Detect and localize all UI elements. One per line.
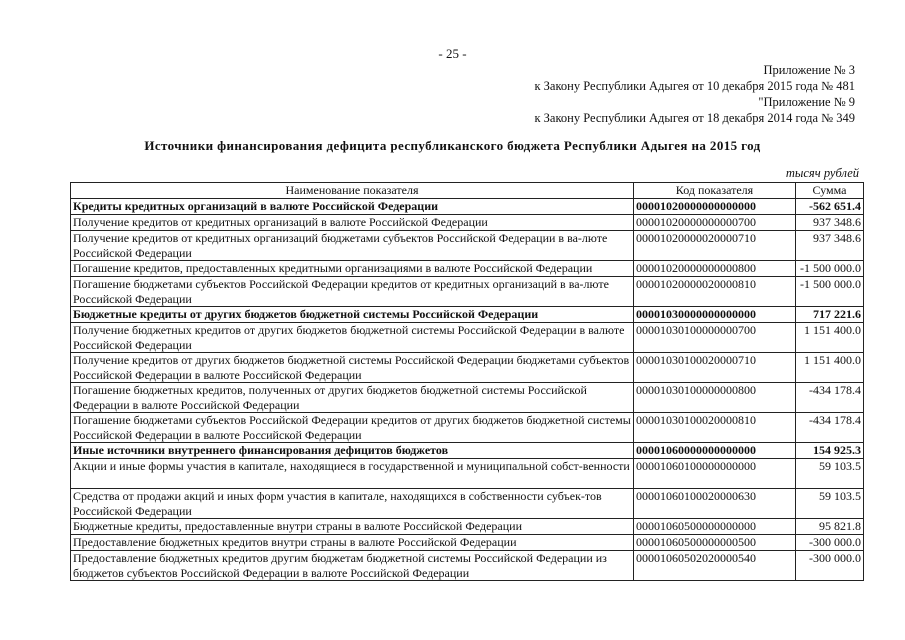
row-sum: -434 178.4 <box>796 383 864 413</box>
row-code: 00001060000000000000 <box>634 443 796 459</box>
row-code: 00001030100000000800 <box>634 383 796 413</box>
row-name: Акции и иные формы участия в капитале, находящиеся в государственной и муниципальной собст-венности <box>71 459 634 489</box>
row-name: Погашение бюджетами субъектов Российской Федерации кредитов от других бюджетов бюджетной системы Российской Федерации в валюте Российской Федерации <box>71 413 634 443</box>
row-sum: 59 103.5 <box>796 489 864 519</box>
table-row <box>71 443 864 459</box>
table-row <box>71 215 864 231</box>
header-code: Код показателя <box>634 183 796 199</box>
table-row <box>71 231 864 261</box>
table-header-row <box>71 183 864 199</box>
row-sum: 95 821.8 <box>796 519 864 535</box>
row-code: 00001030000000000000 <box>634 307 796 323</box>
row-name: Получение кредитов от кредитных организаций бюджетами субъектов Российской Федерации в ва-люте Российской Федерации <box>71 231 634 261</box>
appendix-line-1: Приложение № 3 <box>763 63 855 77</box>
row-sum: -434 178.4 <box>796 413 864 443</box>
row-name: Получение кредитов от других бюджетов бюджетной системы Российской Федерации бюджетами субъектов Российской Федерации в валюте Российской Федерации <box>71 353 634 383</box>
row-code: 00001030100000000700 <box>634 323 796 353</box>
table-row <box>71 551 864 581</box>
row-code: 00001020000000000700 <box>634 215 796 231</box>
appendix-block <box>534 62 855 126</box>
row-code: 00001020000020000810 <box>634 277 796 307</box>
appendix-line-2: к Закону Республики Адыгея от 10 декабря 2015 года № 481 <box>534 79 855 93</box>
page-number: - 25 - <box>438 46 467 61</box>
row-sum: -300 000.0 <box>796 551 864 581</box>
row-code: 00001020000000000000 <box>634 199 796 215</box>
row-sum: -562 651.4 <box>796 199 864 215</box>
row-name: Получение кредитов от кредитных организаций в валюте Российской Федерации <box>71 215 634 231</box>
row-name: Погашение кредитов, предоставленных кредитными организациями в валюте Российской Федерации <box>71 261 634 277</box>
row-sum: 717 221.6 <box>796 307 864 323</box>
row-sum: -1 500 000.0 <box>796 261 864 277</box>
table-row <box>71 199 864 215</box>
header-name: Наименование показателя <box>71 183 634 199</box>
table-row <box>71 489 864 519</box>
row-code: 00001060500000000500 <box>634 535 796 551</box>
appendix-line-3: "Приложение № 9 <box>758 95 855 109</box>
row-name: Средства от продажи акций и иных форм участия в капитале, находящихся в собственности субъек-тов Российской Федерации <box>71 489 634 519</box>
row-name: Бюджетные кредиты от других бюджетов бюджетной системы Российской Федерации <box>71 307 634 323</box>
row-name: Получение бюджетных кредитов от других бюджетов бюджетной системы Российской Федерации в валюте Российской Федерации <box>71 323 634 353</box>
row-name: Кредиты кредитных организаций в валюте Российской Федерации <box>71 199 634 215</box>
row-code: 00001060100020000630 <box>634 489 796 519</box>
header-sum: Сумма <box>796 183 864 199</box>
row-name: Иные источники внутреннего финансирования дефицитов бюджетов <box>71 443 634 459</box>
financing-sources-table <box>70 182 864 581</box>
units-label: тысяч рублей <box>785 166 859 180</box>
table-row <box>71 383 864 413</box>
row-sum: 937 348.6 <box>796 231 864 261</box>
document-title: Источники финансирования дефицита республиканского бюджета Республики Адыгея на 2015 год <box>144 138 761 153</box>
table-row <box>71 323 864 353</box>
table-row <box>71 353 864 383</box>
row-code: 00001060500000000000 <box>634 519 796 535</box>
row-name: Предоставление бюджетных кредитов другим бюджетам бюджетной системы Российской Федерации из бюджетов субъектов Российской Федерации в валюте Российской Федерации <box>71 551 634 581</box>
row-code: 00001030100020000810 <box>634 413 796 443</box>
row-code: 00001020000000000800 <box>634 261 796 277</box>
row-sum: 1 151 400.0 <box>796 323 864 353</box>
row-sum: 937 348.6 <box>796 215 864 231</box>
row-code: 00001030100020000710 <box>634 353 796 383</box>
row-name: Погашение бюджетных кредитов, полученных от других бюджетов бюджетной системы Российской Федерации в валюте Российской Федерации <box>71 383 634 413</box>
row-sum: -1 500 000.0 <box>796 277 864 307</box>
row-name: Предоставление бюджетных кредитов внутри страны в валюте Российской Федерации <box>71 535 634 551</box>
row-name: Бюджетные кредиты, предоставленные внутри страны в валюте Российской Федерации <box>71 519 634 535</box>
table-row <box>71 519 864 535</box>
row-sum: 59 103.5 <box>796 459 864 489</box>
row-sum: 154 925.3 <box>796 443 864 459</box>
row-code: 00001060100000000000 <box>634 459 796 489</box>
row-sum: 1 151 400.0 <box>796 353 864 383</box>
row-sum: -300 000.0 <box>796 535 864 551</box>
table-row <box>71 277 864 307</box>
table-row <box>71 307 864 323</box>
row-code: 00001020000020000710 <box>634 231 796 261</box>
appendix-line-4: к Закону Республики Адыгея от 18 декабря 2014 года № 349 <box>534 111 855 125</box>
row-name: Погашение бюджетами субъектов Российской Федерации кредитов от кредитных организаций в ва-люте Российской Федерации <box>71 277 634 307</box>
row-code: 00001060502020000540 <box>634 551 796 581</box>
table-row <box>71 535 864 551</box>
table-row <box>71 459 864 489</box>
table-row <box>71 413 864 443</box>
table-row <box>71 261 864 277</box>
